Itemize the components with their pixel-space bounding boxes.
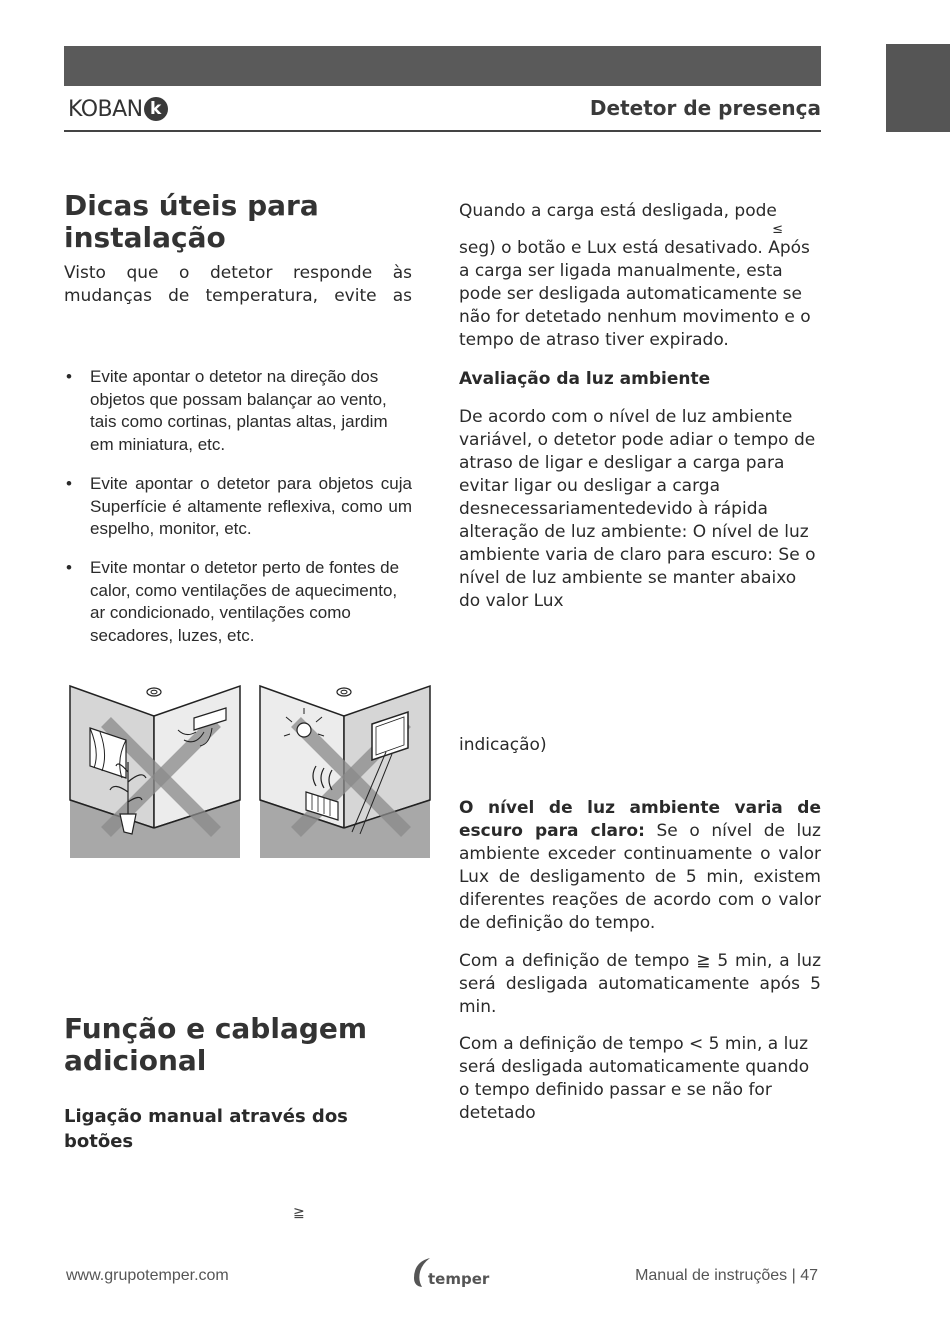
paragraph-load-off: Quando a carga está desligada, pode bbox=[459, 201, 777, 221]
list-item-text: Evite apontar o detetor para objetos cuja Superfície é altamente reflexiva, como um espelho, monitor, etc. bbox=[90, 473, 412, 539]
heading-function-wiring: Função e cablagem adicional bbox=[64, 1012, 368, 1077]
side-tab bbox=[886, 44, 950, 132]
installation-illustration bbox=[66, 682, 434, 862]
paragraph-time-lt-5: Com a definição de tempo < 5 min, a luz será desligada automaticamente quando o tempo definido passar e se não for detetado bbox=[459, 1034, 810, 1123]
bullet-glyph: • bbox=[66, 557, 72, 577]
paragraph-indication: indicação) bbox=[459, 735, 547, 755]
list-item-text: Evite apontar o detetor na direção dos objetos que possam balançar ao vento, tais como cortinas, plantas altas, jardim em miniatura, etc. bbox=[90, 367, 388, 455]
list-item bbox=[64, 366, 412, 457]
dark-to-light-label: O nível de luz ambiente varia de escuro para claro: bbox=[459, 798, 821, 841]
bullet-glyph: • bbox=[66, 473, 72, 493]
header-bar bbox=[64, 46, 821, 86]
dark-to-light-text: Se o nível de luz ambiente exceder continuamente o valor Lux de desligamento de 5 min, existem diferentes reações de acordo com o valor de definição do tempo. bbox=[459, 821, 821, 933]
temper-logo-text: temper bbox=[428, 1270, 490, 1288]
symbol-lte: ≤ bbox=[772, 222, 783, 237]
koban-logo bbox=[68, 94, 168, 124]
paragraph-dark-to-light bbox=[459, 797, 821, 935]
list-item bbox=[64, 473, 412, 541]
subheading-ambient-light: Avaliação da luz ambiente bbox=[459, 369, 711, 389]
paragraph-time-gte-5: Com a definição de tempo ≧ 5 min, a luz será desligada automaticamente após 5 min. bbox=[459, 951, 821, 1017]
room-lamp-heater-mirror bbox=[260, 686, 430, 858]
symbol-gte: ≧ bbox=[293, 1205, 305, 1221]
paragraph-load-off-rest: seg) o botão e Lux está desativado. Após a carga ser ligada manualmente, esta pode ser desligada automaticamente se não for detetado nenhum movimento e o tempo de atraso tiver expirado. bbox=[459, 238, 811, 350]
intro-paragraph: Visto que o detetor responde às mudanças de temperatura, evite as bbox=[64, 263, 412, 306]
heading-installation-tips: Dicas úteis para instalação bbox=[64, 189, 319, 254]
logo-text: KOBAN bbox=[68, 96, 143, 122]
list-item bbox=[64, 557, 412, 648]
room-curtain-plant-ac bbox=[70, 686, 240, 858]
header-rule bbox=[64, 130, 821, 132]
right-column bbox=[459, 200, 821, 613]
list-item-text: Evite montar o detetor perto de fontes de calor, como ventilações de aquecimento, ar condicionado, ventilações como secadores, luzes, etc. bbox=[90, 557, 400, 646]
logo-mark: k bbox=[144, 97, 168, 121]
paragraph-ambient-light: De acordo com o nível de luz ambiente variável, o detetor pode adiar o tempo de atraso de ligar e desligar a carga para evitar ligar ou desligar a carga desnecessariamentedevido à rápida alteração de luz ambiente: O nível de luz ambiente varia de claro para escuro: Se o nível de luz ambiente se manter abaixo do valor Lux bbox=[459, 407, 816, 611]
tips-list bbox=[64, 366, 412, 664]
bullet-glyph: • bbox=[66, 367, 72, 386]
temper-logo bbox=[410, 1256, 489, 1288]
section-title: Detetor de presença bbox=[589, 96, 821, 120]
subheading-manual-connection: Ligação manual através dos botões bbox=[64, 1106, 348, 1152]
footer-page-label: Manual de instruções | 47 bbox=[635, 1267, 818, 1284]
footer-url: www.grupotemper.com bbox=[66, 1267, 229, 1284]
